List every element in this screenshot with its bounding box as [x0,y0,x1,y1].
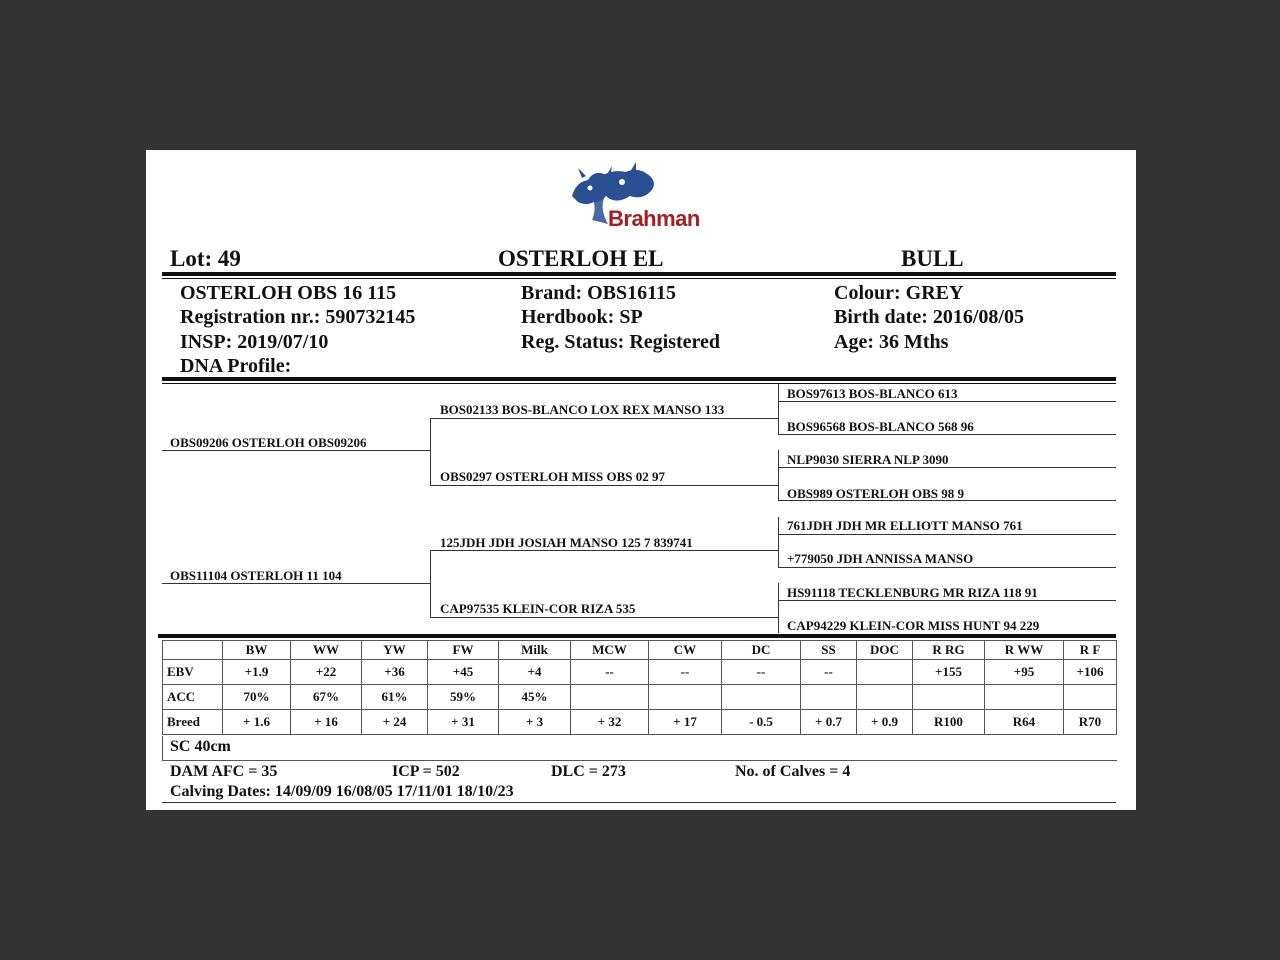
brahman-logo [564,162,714,232]
table-cell: -- [571,660,649,685]
col-header: MCW [571,641,649,660]
ggp-bracket-4 [778,583,779,633]
great-grandparent-4: OBS989 OSTERLOH OBS 98 9 [787,486,964,501]
table-cell: -- [801,660,857,685]
grandparent-2: OBS0297 OSTERLOH MISS OBS 02 97 [440,469,666,484]
great-grandparent-8: CAP94229 KLEIN-COR MISS HUNT 94 229 [787,618,1040,633]
animal-sex: BULL [901,246,964,271]
table-cell: R100 [913,710,985,735]
table-cell [985,685,1064,710]
scrotal-circumference: SC 40cm [170,738,231,755]
table-cell [913,685,985,710]
col-header: R RG [913,641,985,660]
table-cell: - 0.5 [722,710,801,735]
animal-id-line: OSTERLOH OBS 16 115 [180,282,397,304]
dam-bracket [430,550,431,617]
great-grandparent-2: BOS96568 BOS-BLANCO 568 96 [787,419,974,434]
table-cell [857,685,913,710]
table-cell [1064,685,1117,710]
ggp-line-6 [778,567,1116,568]
herdbook: Herdbook: SP [521,306,643,328]
table-cell: + 1.6 [223,710,291,735]
table-cell: +1.9 [223,660,291,685]
ggp-bracket-1 [778,384,779,434]
breed-row [163,710,1117,735]
table-cell: + 17 [649,710,722,735]
table-cell: 45% [499,685,571,710]
gp-line-4 [430,617,778,618]
header-rule [162,272,1116,276]
gp-line-1 [430,418,778,419]
table-cell: R64 [985,710,1064,735]
col-header: FW [428,641,499,660]
grandparent-1: BOS02133 BOS-BLANCO LOX REX MANSO 133 [440,402,725,417]
logo-text: Brahman [608,206,700,231]
reg-status: Reg. Status: Registered [521,331,721,353]
table-cell: + 31 [428,710,499,735]
header-rule-thin [162,278,1116,279]
col-header: WW [291,641,362,660]
table-cell: + 24 [362,710,428,735]
col-header: R F [1064,641,1117,660]
table-cell: +106 [1064,660,1117,685]
ggp-line-5 [778,534,1116,535]
dam: OBS11104 OSTERLOH 11 104 [170,568,342,583]
table-cell: -- [722,660,801,685]
info-rule-thin [162,383,1116,384]
pedigree-rule [158,634,1116,638]
table-cell [801,685,857,710]
table-cell: 70% [223,685,291,710]
col-header: DOC [857,641,913,660]
footer-rule [162,802,1116,803]
age: Age: 36 Mths [834,331,949,353]
table-cell: +4 [499,660,571,685]
table-cell: +155 [913,660,985,685]
acc-row [163,685,1117,710]
col-header: Milk [499,641,571,660]
grandparent-4: CAP97535 KLEIN-COR RIZA 535 [440,601,636,616]
table-cell: + 3 [499,710,571,735]
ggp-bracket-2 [778,450,779,500]
col-header: BW [223,641,291,660]
ebv-row [163,660,1117,685]
ebv-header-row [163,641,1117,660]
info-rule [162,377,1116,381]
sc-box [162,736,1117,761]
table-cell: + 32 [571,710,649,735]
row-label: Breed [163,710,223,735]
great-grandparent-3: NLP9030 SIERRA NLP 3090 [787,452,949,467]
table-cell: -- [649,660,722,685]
ebv-table [162,640,1117,735]
table-cell: + 0.7 [801,710,857,735]
table-cell [857,660,913,685]
table-cell: +22 [291,660,362,685]
col-header: YW [362,641,428,660]
table-cell [571,685,649,710]
dna-profile: DNA Profile: [180,355,292,377]
great-grandparent-7: HS91118 TECKLENBURG MR RIZA 118 91 [787,585,1038,600]
no-of-calves: No. of Calves = 4 [735,763,851,780]
dlc: DLC = 273 [551,763,626,780]
lot-number: Lot: 49 [170,246,241,271]
table-cell: +45 [428,660,499,685]
table-cell: +36 [362,660,428,685]
col-header: R WW [985,641,1064,660]
great-grandparent-1: BOS97613 BOS-BLANCO 613 [787,386,958,401]
sire: OBS09206 OSTERLOH OBS09206 [170,435,367,450]
brand: Brand: OBS16115 [521,282,677,304]
table-cell: +95 [985,660,1064,685]
great-grandparent-5: 761JDH JDH MR ELLIOTT MANSO 761 [787,518,1023,533]
table-cell [722,685,801,710]
calving-dates: Calving Dates: 14/09/09 16/08/05 17/11/01 18/10/23 [170,783,514,800]
row-label: ACC [163,685,223,710]
row-label: EBV [163,660,223,685]
inspection-date: INSP: 2019/07/10 [180,331,329,353]
table-cell: 67% [291,685,362,710]
col-header: DC [722,641,801,660]
icp: ICP = 502 [392,763,460,780]
gp-line-2 [430,485,778,486]
table-cell: + 0.9 [857,710,913,735]
table-cell: 59% [428,685,499,710]
colour: Colour: GREY [834,282,964,304]
great-grandparent-6: +779050 JDH ANNISSA MANSO [787,551,974,566]
table-cell: + 16 [291,710,362,735]
col-header [163,641,223,660]
table-cell: R70 [1064,710,1117,735]
dam-afc: DAM AFC = 35 [170,763,278,780]
col-header: SS [801,641,857,660]
table-cell: 61% [362,685,428,710]
ggp-bracket-3 [778,517,779,567]
registration-number: Registration nr.: 590732145 [180,306,416,328]
grandparent-3: 125JDH JDH JOSIAH MANSO 125 7 839741 [440,535,693,550]
birth-date: Birth date: 2016/08/05 [834,306,1024,328]
animal-name: OSTERLOH EL [498,246,664,271]
sire-bracket [430,418,431,485]
col-header: CW [649,641,722,660]
lot-card [146,150,1136,810]
table-cell [649,685,722,710]
